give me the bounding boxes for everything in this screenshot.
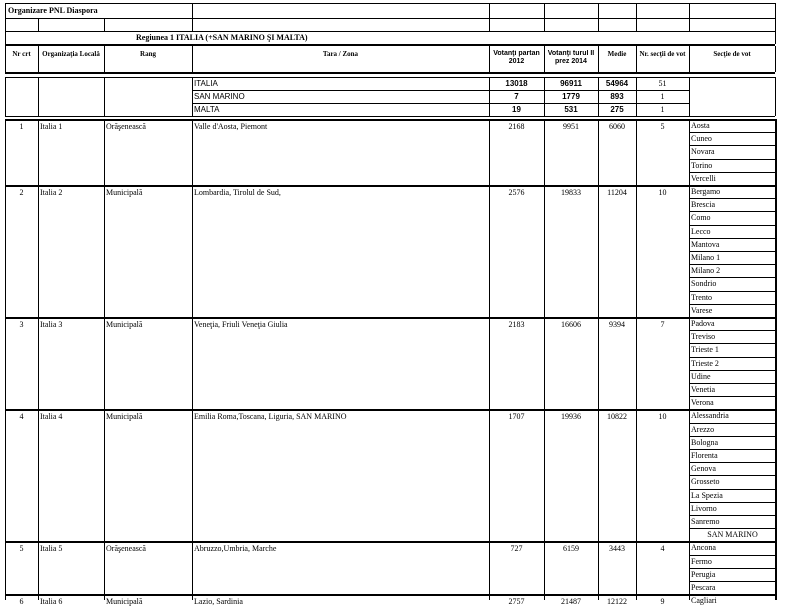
polling-station: Verona (691, 398, 714, 408)
row-tara-zona: Valle d'Aosta, Piemont (194, 122, 268, 131)
grid-line (689, 357, 775, 358)
grid-line (104, 185, 105, 317)
polling-station: Brescia (691, 200, 715, 210)
summary-name: SAN MARINO (194, 92, 245, 101)
grid-line (775, 77, 776, 116)
grid-line (775, 31, 776, 44)
grid-line (689, 449, 775, 450)
grid-line (636, 3, 637, 31)
polling-station: Florenta (691, 451, 718, 460)
grid-line (636, 185, 637, 317)
row-nr-crt: 1 (19, 122, 24, 131)
grid-line (689, 594, 690, 600)
row-votanti-2014: 16606 (561, 320, 581, 329)
polling-station: Trieste 2 (691, 358, 719, 368)
grid-line (689, 119, 690, 185)
grid-line (775, 3, 776, 31)
grid-line (689, 383, 775, 384)
polling-station: Arezzo (691, 424, 715, 434)
grid-line (689, 541, 690, 594)
row-nr-sectii: 9 (660, 597, 665, 607)
polling-station: Perugia (691, 569, 716, 579)
polling-station: Fermo (691, 556, 712, 566)
polling-station: Como (691, 213, 711, 223)
polling-station: Trento (691, 292, 713, 302)
grid-line (192, 103, 689, 104)
grid-line (192, 594, 193, 600)
grid-line (776, 541, 777, 594)
grid-line (689, 436, 775, 437)
grid-line (689, 475, 775, 476)
header-rang: Rang (140, 50, 156, 58)
grid-line (5, 541, 6, 594)
row-nr-crt: 4 (19, 412, 24, 422)
grid-line (5, 185, 6, 317)
summary-nr-sectii: 1 (660, 92, 665, 101)
row-votanti-2014: 21487 (561, 597, 581, 607)
polling-station: Genova (691, 464, 716, 474)
row-rang: Orăşenească (106, 544, 146, 554)
row-organizatia: Italia 3 (40, 320, 63, 329)
row-tara-zona: Lazio, Sardinia (194, 597, 243, 607)
grid-line (5, 317, 775, 319)
grid-line (689, 225, 775, 226)
grid-line (38, 541, 39, 594)
grid-line (192, 3, 193, 31)
row-rang: Municipală (106, 188, 143, 197)
row-nr-crt: 5 (19, 544, 24, 554)
polling-station: Mantova (691, 239, 720, 249)
row-rang: Orăşenească (106, 122, 146, 131)
grid-line (776, 185, 777, 317)
grid-line (5, 119, 6, 185)
grid-line (489, 119, 490, 185)
row-tara-zona: Emilia Roma,Toscana, Liguria, SAN MARINO (194, 412, 347, 422)
grid-line (544, 541, 545, 594)
grid-line (689, 409, 690, 541)
grid-line (489, 185, 490, 317)
grid-line (689, 132, 775, 133)
grid-line (689, 515, 775, 516)
grid-line (689, 3, 690, 31)
grid-line (636, 119, 637, 185)
summary-medie: 275 (610, 105, 624, 114)
grid-line (776, 317, 777, 409)
summary-votanti-2012: 19 (512, 105, 521, 114)
header-tara-zona: Tara / Zona (322, 50, 359, 58)
grid-line (776, 594, 777, 600)
grid-line (544, 3, 545, 31)
grid-line (598, 119, 599, 185)
grid-line (544, 77, 545, 116)
grid-line (5, 31, 6, 44)
row-nr-sectii: 4 (660, 544, 665, 554)
grid-line (489, 594, 490, 600)
row-votanti-2014: 19936 (561, 412, 581, 422)
polling-station: Udine (691, 371, 711, 381)
grid-line (192, 90, 689, 91)
grid-line (689, 568, 775, 569)
polling-station: Alessandria (691, 411, 729, 421)
grid-line (598, 185, 599, 317)
grid-line (5, 44, 775, 46)
header-votanti-2012: Votanţi partan 2012 (493, 50, 540, 65)
row-votanti-2012: 727 (510, 544, 523, 554)
polling-station: Cagliari (691, 596, 717, 606)
polling-station: Grosseto (691, 477, 720, 487)
polling-station: Pescara (691, 583, 716, 592)
grid-line (104, 119, 105, 185)
row-votanti-2012: 2576 (508, 188, 525, 197)
grid-line (38, 18, 39, 31)
row-nr-sectii: 5 (660, 122, 665, 131)
grid-line (38, 409, 39, 541)
grid-line (636, 541, 637, 594)
row-organizatia: Italia 1 (40, 122, 63, 131)
grid-line (689, 317, 690, 409)
row-votanti-2012: 2183 (508, 320, 525, 329)
grid-line (689, 581, 775, 582)
polling-station: Milano 1 (691, 253, 721, 262)
grid-line (598, 594, 599, 600)
row-tara-zona: Lombardia, Tirolul de Sud, (194, 188, 281, 197)
grid-line (636, 317, 637, 409)
row-nr-sectii: 7 (660, 320, 665, 329)
grid-line (5, 594, 775, 596)
grid-line (598, 541, 599, 594)
polling-station: Novara (691, 147, 715, 157)
row-votanti-2014: 19833 (561, 188, 581, 197)
polling-station: La Spezia (691, 490, 723, 500)
polling-station: Vercelli (691, 173, 716, 183)
summary-votanti-2014: 96911 (560, 79, 582, 88)
header-votanti-2014: Votanţi turul II prez 2014 (547, 50, 595, 65)
polling-station: Bergamo (691, 187, 721, 196)
grid-line (104, 541, 105, 594)
grid-line (192, 119, 193, 185)
polling-station: Sanremo (691, 517, 720, 526)
grid-line (104, 18, 105, 31)
summary-medie: 54964 (605, 79, 629, 88)
grid-line (689, 198, 775, 199)
grid-line (38, 119, 39, 185)
grid-line (5, 317, 6, 409)
grid-line (776, 119, 777, 185)
grid-line (544, 594, 545, 600)
grid-line (489, 541, 490, 594)
grid-line (689, 291, 775, 292)
polling-station: Milano 2 (691, 266, 721, 276)
grid-line (689, 277, 775, 278)
grid-line (192, 317, 193, 409)
row-votanti-2014: 6159 (563, 544, 579, 554)
grid-line (689, 172, 775, 173)
region-title: Regiunea 1 ITALIA (+SAN MARINO ŞI MALTA) (136, 33, 308, 42)
row-rang: Municipală (106, 320, 143, 329)
grid-line (689, 211, 775, 212)
summary-name: MALTA (194, 105, 220, 114)
grid-line (636, 409, 637, 541)
row-nr-crt: 2 (19, 188, 24, 197)
header-nr-sectii: Nr. secţii de vot (639, 50, 686, 58)
row-medie: 10822 (607, 412, 627, 422)
row-organizatia: Italia 5 (40, 544, 63, 554)
summary-nr-sectii: 1 (660, 105, 665, 114)
polling-station: Padova (691, 319, 715, 328)
grid-line (544, 317, 545, 409)
row-rang: Municipală (106, 597, 143, 607)
grid-line (689, 264, 775, 265)
grid-line (104, 409, 105, 541)
grid-line (689, 555, 775, 556)
row-votanti-2012: 2168 (508, 122, 525, 131)
row-tara-zona: Abruzzo,Umbria, Marche (194, 544, 277, 554)
grid-line (192, 185, 193, 317)
grid-line (5, 116, 775, 117)
polling-station: Trieste 1 (691, 345, 719, 355)
header-organizatia: Organizaţia Locală (42, 50, 100, 58)
polling-station: Aosta (691, 121, 710, 130)
polling-station: SAN MARINO (707, 530, 758, 540)
grid-line (598, 77, 599, 116)
grid-line (689, 370, 775, 371)
grid-line (489, 317, 490, 409)
row-rang: Municipală (106, 412, 143, 422)
grid-line (38, 594, 39, 600)
grid-line (598, 409, 599, 541)
grid-line (689, 251, 775, 252)
row-nr-crt: 6 (19, 597, 24, 607)
grid-line (636, 594, 637, 600)
grid-line (5, 77, 6, 116)
summary-medie: 893 (610, 92, 624, 101)
polling-station: Livorno (691, 503, 717, 513)
grid-line (689, 145, 775, 146)
grid-line (636, 77, 637, 116)
grid-line (598, 317, 599, 409)
grid-line (689, 423, 775, 424)
grid-line (5, 185, 775, 187)
row-nr-sectii: 10 (658, 188, 667, 197)
row-votanti-2014: 9951 (563, 122, 579, 131)
grid-line (689, 343, 775, 344)
header-nr-crt: Nr crt (12, 50, 31, 58)
grid-line (689, 159, 775, 160)
row-votanti-2012: 2757 (508, 597, 525, 607)
grid-line (192, 541, 193, 594)
header-medie: Medie (607, 50, 627, 58)
grid-line (689, 489, 775, 490)
grid-line (192, 77, 193, 116)
polling-station: Cuneo (691, 134, 712, 144)
grid-line (489, 3, 490, 31)
header-sectie-de-vot: Secţie de vot (713, 50, 751, 58)
summary-votanti-2014: 1779 (562, 92, 580, 101)
grid-line (689, 77, 690, 116)
row-medie: 9394 (609, 320, 625, 329)
grid-line (544, 409, 545, 541)
grid-line (5, 31, 775, 32)
row-medie: 11204 (607, 188, 627, 197)
row-nr-sectii: 10 (658, 412, 667, 422)
row-medie: 6060 (609, 122, 625, 131)
polling-station: Treviso (691, 332, 716, 342)
grid-line (5, 3, 775, 4)
grid-line (689, 238, 775, 239)
grid-line (5, 77, 775, 78)
grid-line (5, 18, 775, 19)
grid-line (104, 317, 105, 409)
grid-line (489, 77, 490, 116)
row-nr-crt: 3 (19, 320, 24, 329)
grid-line (689, 185, 690, 317)
grid-line (689, 304, 775, 305)
summary-nr-sectii: 51 (658, 79, 667, 88)
summary-votanti-2012: 7 (514, 92, 519, 101)
polling-station: Sondrio (691, 279, 717, 289)
polling-station: Varese (691, 305, 713, 315)
polling-station: Lecco (691, 226, 711, 236)
row-medie: 3443 (609, 544, 625, 554)
row-medie: 12122 (607, 597, 627, 607)
row-votanti-2012: 1707 (508, 412, 525, 422)
summary-votanti-2012: 13018 (505, 79, 528, 88)
grid-line (689, 462, 775, 463)
grid-line (5, 594, 6, 600)
grid-line (689, 330, 775, 331)
row-organizatia: Italia 4 (40, 412, 63, 422)
grid-line (5, 409, 6, 541)
page-title: Organizare PNL Diaspora (8, 6, 98, 15)
grid-line (5, 541, 775, 543)
row-organizatia: Italia 2 (40, 188, 63, 197)
grid-line (104, 594, 105, 600)
grid-line (5, 119, 775, 121)
grid-line (689, 528, 775, 529)
summary-name: ITALIA (194, 79, 218, 88)
grid-line (598, 3, 599, 31)
grid-line (5, 72, 775, 74)
polling-station: Venetia (691, 385, 715, 394)
grid-line (544, 119, 545, 185)
grid-line (5, 409, 775, 411)
grid-line (104, 77, 105, 116)
grid-line (38, 77, 39, 116)
grid-line (775, 46, 776, 72)
row-organizatia: Italia 6 (40, 597, 63, 607)
polling-station: Ancona (691, 543, 716, 553)
summary-votanti-2014: 531 (564, 105, 578, 114)
grid-line (776, 409, 777, 541)
grid-line (489, 409, 490, 541)
grid-line (5, 3, 6, 31)
polling-station: Bologna (691, 437, 719, 447)
grid-line (38, 317, 39, 409)
grid-line (689, 502, 775, 503)
row-tara-zona: Veneţia, Friuli Veneţia Giulia (194, 320, 288, 329)
grid-line (192, 409, 193, 541)
grid-line (689, 396, 775, 397)
grid-line (544, 185, 545, 317)
grid-line (38, 185, 39, 317)
polling-station: Torino (691, 160, 713, 170)
